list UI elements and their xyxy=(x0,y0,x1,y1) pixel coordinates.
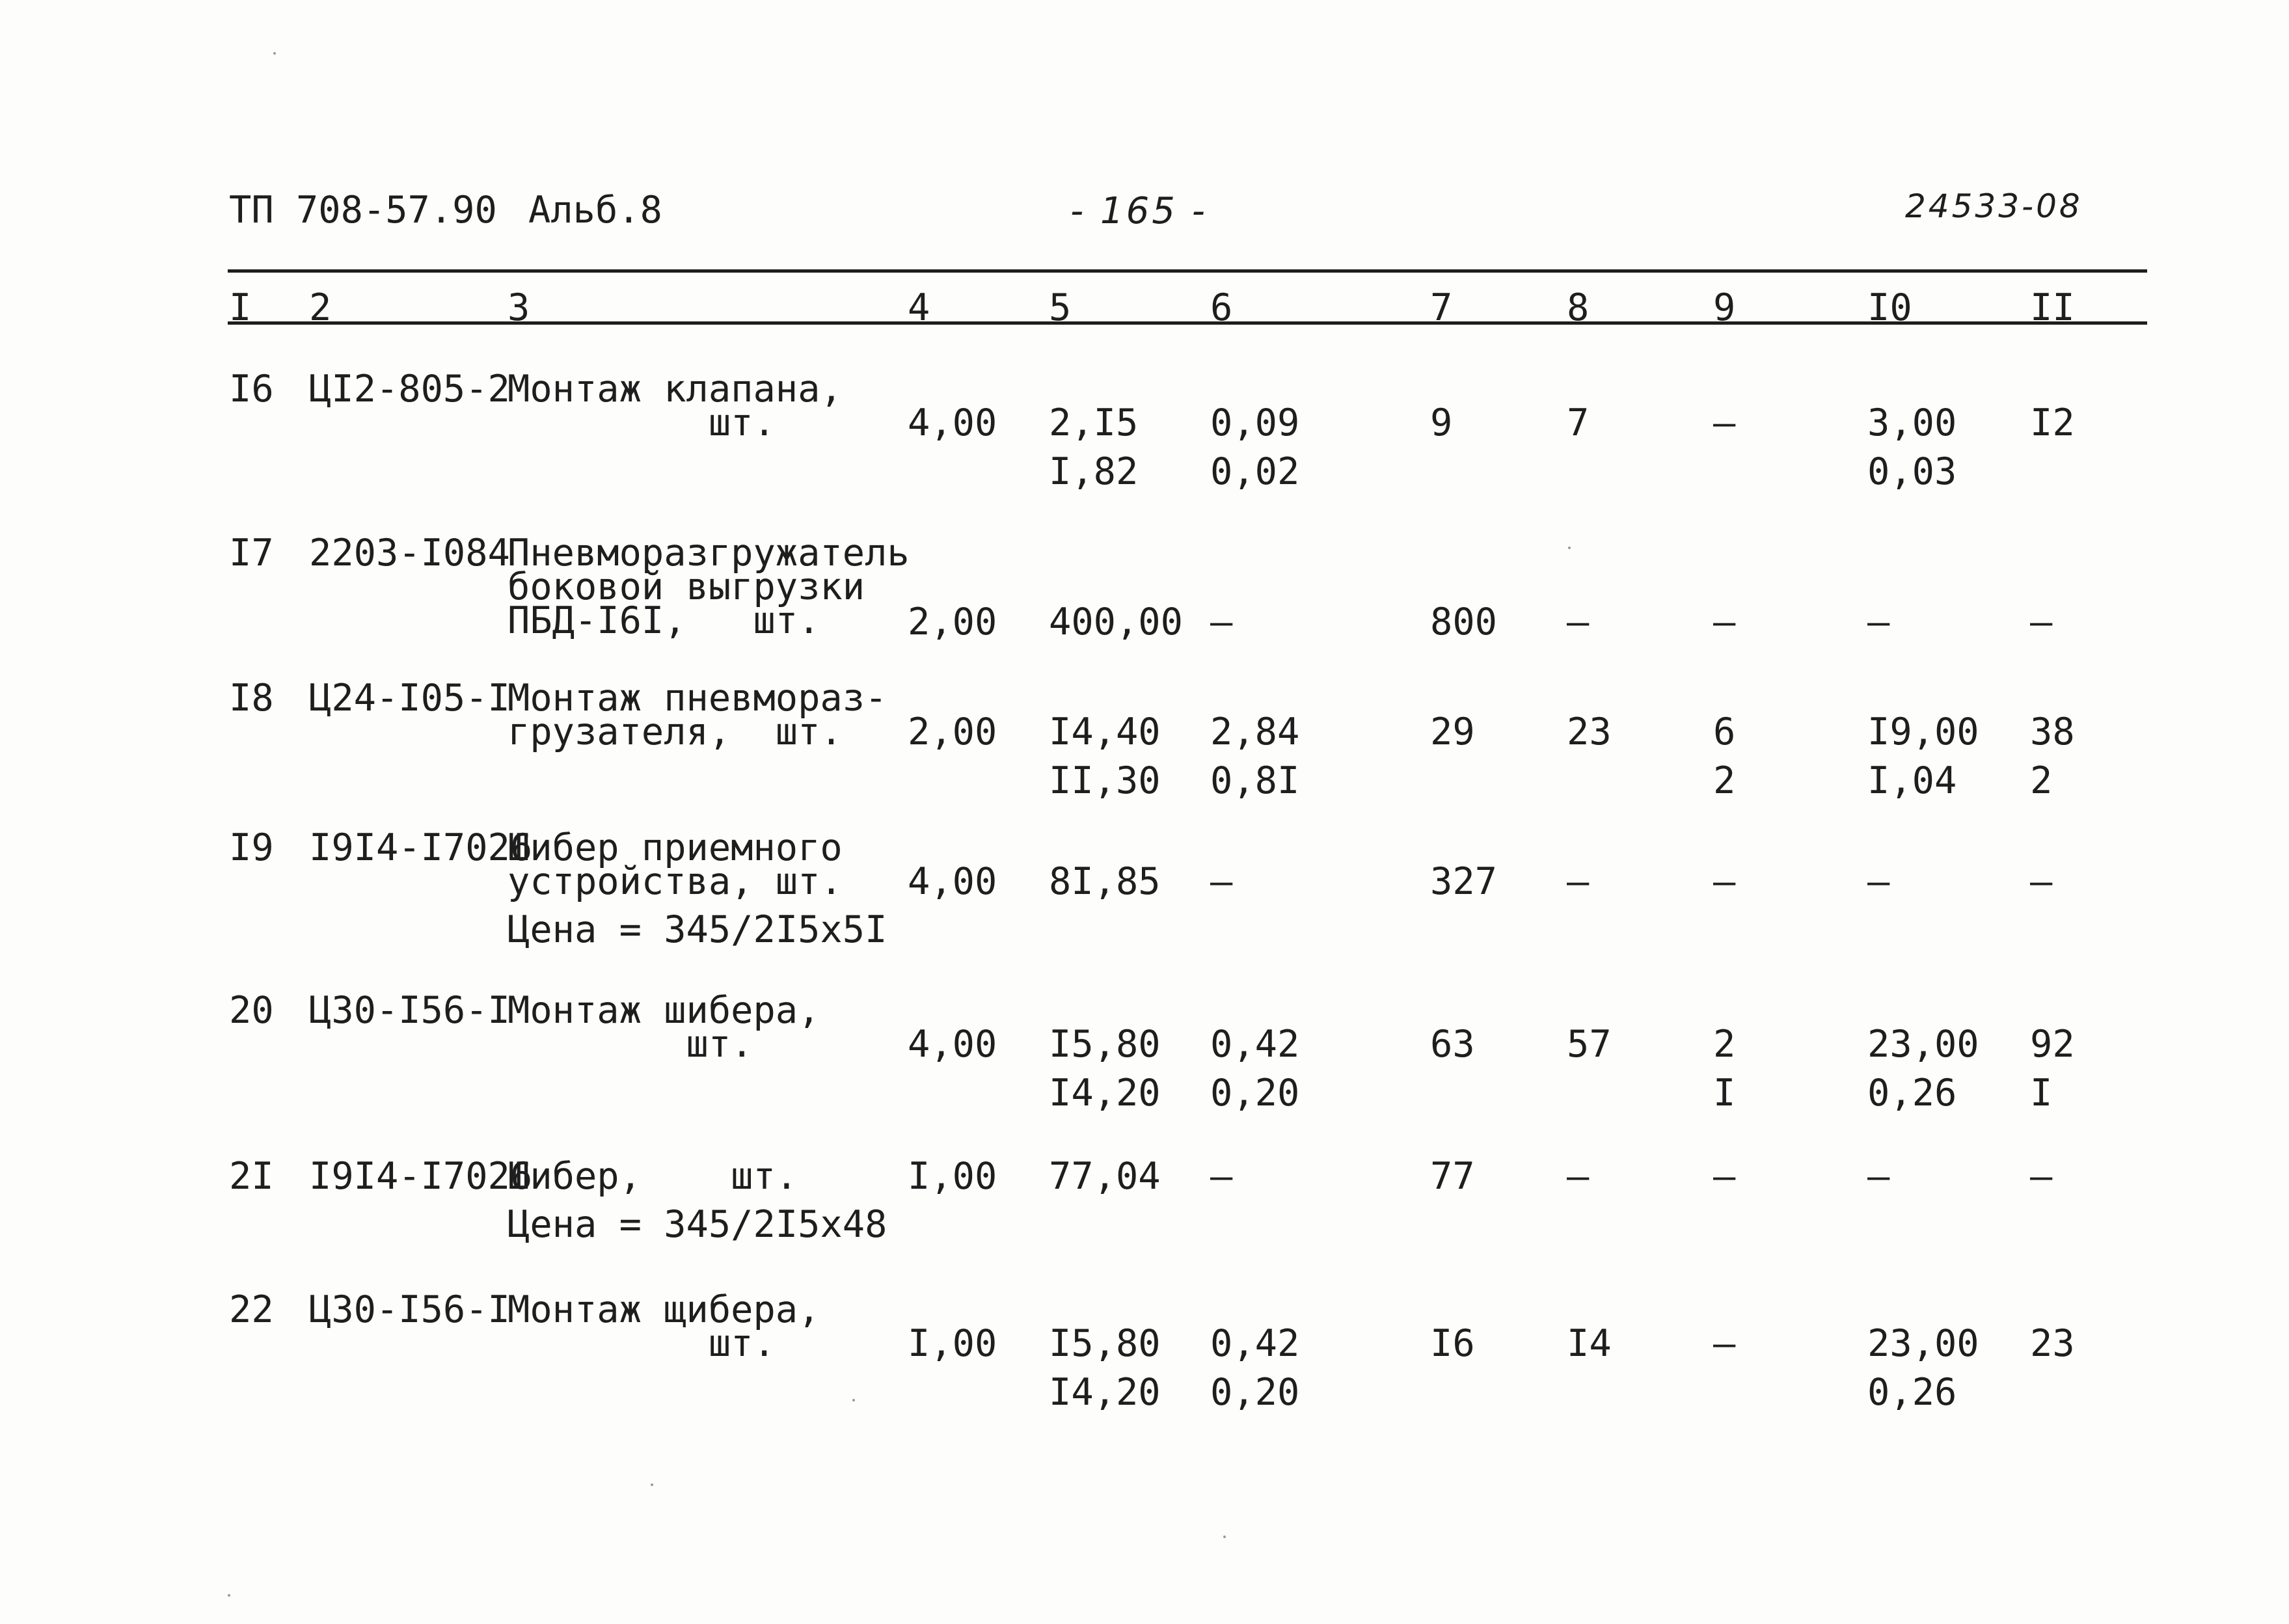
total-cost: I6 xyxy=(1430,1322,1475,1365)
labor-unit: I,04 xyxy=(1867,759,1957,802)
labor-total: 38 xyxy=(2030,710,2075,753)
total-wages: 23 xyxy=(1567,710,1612,753)
row-number: I6 xyxy=(229,368,274,411)
total-cost: 9 xyxy=(1430,401,1453,444)
labor-total: I xyxy=(2030,1072,2053,1115)
row-number: 22 xyxy=(229,1288,274,1331)
column-number-col-2: 2 xyxy=(309,286,332,329)
scan-speck xyxy=(228,1594,230,1597)
item-description-line: Монтаж пневмораз- xyxy=(508,677,887,720)
column-number-col-9: 9 xyxy=(1713,286,1736,329)
labor-total: 23 xyxy=(2030,1322,2075,1365)
total-cost: 63 xyxy=(1430,1023,1475,1066)
unit-wages: – xyxy=(1210,601,1233,643)
labor-unit: 23,00 xyxy=(1867,1322,1979,1365)
item-description-line: шт. xyxy=(508,401,776,444)
unit-wages: 0,02 xyxy=(1210,450,1300,493)
row-number: I8 xyxy=(229,677,274,720)
unit-cost: 8I,85 xyxy=(1049,860,1161,903)
column-number-col-6: 6 xyxy=(1210,286,1233,329)
item-description-line: Цена = 345/2I5х5I xyxy=(508,908,887,951)
unit-cost: 400,00 xyxy=(1049,601,1183,643)
unit-cost: I4,20 xyxy=(1049,1072,1161,1115)
quantity: 4,00 xyxy=(908,860,997,903)
unit-wages: 0,42 xyxy=(1210,1322,1300,1365)
labor-unit: – xyxy=(1867,860,1890,903)
scan-speck xyxy=(852,1399,855,1401)
quantity: 2,00 xyxy=(908,601,997,643)
quantity: I,00 xyxy=(908,1322,997,1365)
unit-cost: 2,I5 xyxy=(1049,401,1139,444)
total-wages: – xyxy=(1567,860,1590,903)
rate-code: I9I4-I7026 xyxy=(309,1155,533,1198)
labor-unit: 23,00 xyxy=(1867,1023,1979,1066)
unit-cost: II,30 xyxy=(1049,759,1161,802)
unit-wages: 0,20 xyxy=(1210,1072,1300,1115)
unit-wages: 2,84 xyxy=(1210,710,1300,753)
scan-speck xyxy=(273,52,276,55)
labor-unit: I9,00 xyxy=(1867,710,1979,753)
unit-wages: 0,20 xyxy=(1210,1371,1300,1414)
page-number: - 165 - xyxy=(1070,190,1208,232)
rate-code: Ц30-I56-I xyxy=(309,1288,510,1331)
scan-speck xyxy=(1568,547,1571,549)
labor-unit: 0,03 xyxy=(1867,450,1957,493)
rate-code: Ц30-I56-I xyxy=(309,989,510,1032)
item-description-line: шт. xyxy=(508,1023,753,1066)
unit-wages: – xyxy=(1210,1155,1233,1198)
inventory-number: 24533-08 xyxy=(1905,187,2083,225)
total-wages: 57 xyxy=(1567,1023,1612,1066)
unit-wages: 0,42 xyxy=(1210,1023,1300,1066)
row-number: I7 xyxy=(229,532,274,575)
total-cost: 29 xyxy=(1430,710,1475,753)
column-number-col-10: I0 xyxy=(1867,286,1912,329)
total-wages: – xyxy=(1567,601,1590,643)
column-number-col-5: 5 xyxy=(1049,286,1072,329)
column-number-col-7: 7 xyxy=(1430,286,1453,329)
item-description-line: устройства, шт. xyxy=(508,860,843,903)
rate-code: 2203-I084 xyxy=(309,532,510,575)
labor-total: 2 xyxy=(2030,759,2053,802)
unit-cost: I5,80 xyxy=(1049,1023,1161,1066)
labor-unit: 3,00 xyxy=(1867,401,1957,444)
rate-code: I9I4-I7026 xyxy=(309,826,533,869)
quantity: I,00 xyxy=(908,1155,997,1198)
row-number: 20 xyxy=(229,989,274,1032)
machine-cost: I xyxy=(1713,1072,1736,1115)
labor-unit: 0,26 xyxy=(1867,1371,1957,1414)
rate-code: Ц24-I05-I xyxy=(309,677,510,720)
unit-wages: 0,8I xyxy=(1210,759,1300,802)
quantity: 2,00 xyxy=(908,710,997,753)
total-cost: 77 xyxy=(1430,1155,1475,1198)
machine-cost: – xyxy=(1713,1155,1736,1198)
document-code: ТП 708-57.90 xyxy=(229,189,497,232)
machine-cost: 2 xyxy=(1713,1023,1736,1066)
unit-cost: I5,80 xyxy=(1049,1322,1161,1365)
unit-wages: 0,09 xyxy=(1210,401,1300,444)
machine-cost: – xyxy=(1713,1322,1736,1365)
machine-cost: – xyxy=(1713,860,1736,903)
unit-cost: I4,20 xyxy=(1049,1371,1161,1414)
machine-cost: – xyxy=(1713,601,1736,643)
labor-unit: – xyxy=(1867,1155,1890,1198)
item-description-line: Монтаж щибера, xyxy=(508,1288,820,1331)
item-description-line: шт. xyxy=(508,1322,776,1365)
total-wages: – xyxy=(1567,1155,1590,1198)
machine-cost: 6 xyxy=(1713,710,1736,753)
labor-unit: – xyxy=(1867,601,1890,643)
item-description-line: Цена = 345/2I5х48 xyxy=(508,1203,887,1246)
rate-code: ЦI2-805-2 xyxy=(309,368,510,411)
unit-wages: – xyxy=(1210,860,1233,903)
unit-cost: I4,40 xyxy=(1049,710,1161,753)
unit-cost: 77,04 xyxy=(1049,1155,1161,1198)
item-description-line: боковой выгрузки xyxy=(508,565,865,608)
item-description-line: Шибер приемного xyxy=(508,826,843,869)
quantity: 4,00 xyxy=(908,1023,997,1066)
row-number: I9 xyxy=(229,826,274,869)
scan-speck xyxy=(1223,1536,1226,1538)
labor-total: 92 xyxy=(2030,1023,2075,1066)
machine-cost: 2 xyxy=(1713,759,1736,802)
item-description-line: Монтаж клапана, xyxy=(508,368,843,411)
item-description-line: грузателя, шт. xyxy=(508,710,843,753)
total-wages: 7 xyxy=(1567,401,1590,444)
scan-speck xyxy=(651,1483,653,1486)
column-number-col-3: 3 xyxy=(508,286,530,329)
quantity: 4,00 xyxy=(908,401,997,444)
column-number-col-11: II xyxy=(2030,286,2075,329)
row-number: 2I xyxy=(229,1155,274,1198)
column-number-col-8: 8 xyxy=(1567,286,1590,329)
header-rule-top xyxy=(228,269,2147,273)
labor-unit: 0,26 xyxy=(1867,1072,1957,1115)
item-description-line: Шибер, шт. xyxy=(508,1155,798,1198)
item-description-line: ПБД-I6I, шт. xyxy=(508,599,820,642)
labor-total: – xyxy=(2030,1155,2053,1198)
item-description-line: Монтаж шибера, xyxy=(508,989,820,1032)
column-number-col-1: I xyxy=(229,286,252,329)
labor-total: – xyxy=(2030,860,2053,903)
total-cost: 327 xyxy=(1430,860,1497,903)
total-wages: I4 xyxy=(1567,1322,1612,1365)
column-number-col-4: 4 xyxy=(908,286,930,329)
machine-cost: – xyxy=(1713,401,1736,444)
unit-cost: I,82 xyxy=(1049,450,1139,493)
total-cost: 800 xyxy=(1430,601,1497,643)
labor-total: – xyxy=(2030,601,2053,643)
album-label: Альб.8 xyxy=(528,189,662,232)
item-description-line: Пневморазгружатель xyxy=(508,532,910,575)
labor-total: I2 xyxy=(2030,401,2075,444)
